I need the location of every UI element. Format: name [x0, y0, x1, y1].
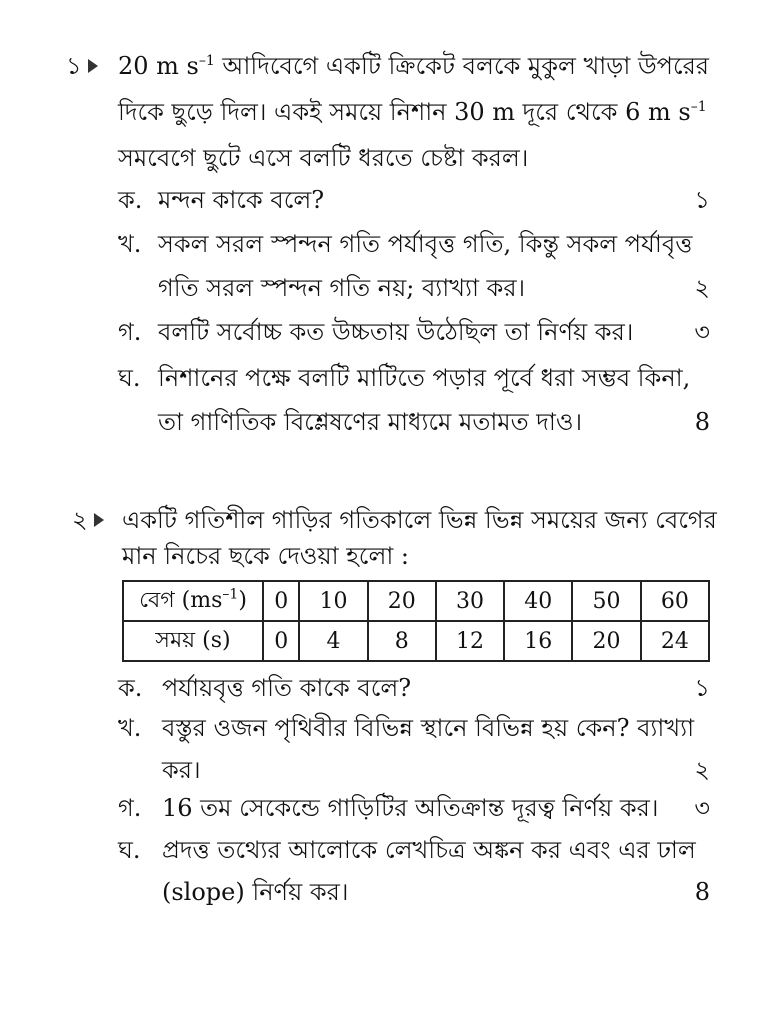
table-header-cell: সময় (s): [123, 621, 263, 661]
q1-stem-line-2: দিকে ছুড়ে দিল। একই সময়ে নিশান 30 m দূরে থেকে 6 m $s^{-1}$: [118, 98, 707, 126]
table-cell: 10: [299, 581, 367, 621]
table-cell: 20: [572, 621, 640, 661]
part-label: খ.: [118, 714, 142, 742]
part-text: বস্তুর ওজন পৃথিবীর বিভিন্ন স্থানে বিভিন্ন হয় কেন? ব্যাখ্যা: [162, 714, 695, 742]
question-1-number: [66, 46, 98, 86]
q2-stem-line-1: একটি গতিশীল গাড়ির গতিকালে ভিন্ন ভিন্ন সময়ের জন্য বেগের: [122, 506, 717, 534]
part-marks: ১: [694, 674, 710, 702]
part-marks: ৩: [694, 794, 710, 822]
part-label: গ.: [118, 318, 142, 346]
velocity-time-table: [122, 580, 710, 662]
part-text: প্রদত্ত তথ্যের আলোকে লেখচিত্র অঙ্কন কর এবং এর ঢাল: [162, 836, 696, 864]
table-cell: 20: [368, 581, 436, 621]
part-marks: ২: [694, 756, 710, 784]
part-text: নিশানের পক্ষে বলটি মাটিতে পড়ার পূর্বে ধরা সম্ভব কিনা,: [158, 364, 691, 392]
part-text: মন্দন কাকে বলে?: [158, 186, 325, 214]
part-label: ক.: [118, 674, 143, 702]
part-text: সকল সরল স্পন্দন গতি পর্যাবৃত্ত গতি, কিন্তু সকল পর্যাবৃত্ত: [158, 230, 693, 258]
question-number: ১: [66, 52, 82, 80]
part-text: পর্যায়বৃত্ত গতি কাকে বলে?: [162, 674, 412, 702]
part-label: ঘ.: [118, 836, 141, 864]
table-cell: 24: [641, 621, 709, 661]
q1-stem-line-1: 20 m $s^{-1}$ আদিবেগে একটি ক্রিকেট বলকে মুকুল খাড়া উপরের: [118, 52, 710, 80]
part-label: খ.: [118, 230, 142, 258]
part-text: বলটি সর্বোচ্চ কত উচ্চতায় উঠেছিল তা নির্ণয় কর।: [158, 318, 634, 346]
part-text-continued: কর।: [162, 756, 201, 784]
part-label: ক.: [118, 186, 143, 214]
table-cell: 0: [263, 621, 299, 661]
part-text-continued: তা গাণিতিক বিশ্লেষণের মাধ্যমে মতামত দাও।: [158, 408, 583, 436]
part-marks: ২: [694, 274, 710, 302]
table-row: [123, 581, 709, 621]
table-cell: 40: [504, 581, 572, 621]
part-marks: ৩: [694, 318, 710, 346]
part-text: 16 তম সেকেন্ডে গাড়িটির অতিক্রান্ত দূরত্ব নির্ণয় কর।: [162, 794, 659, 822]
table-cell: 0: [263, 581, 299, 621]
part-text-continued: গতি সরল স্পন্দন গতি নয়; ব্যাখ্যা কর।: [158, 274, 526, 302]
part-marks: 8: [694, 408, 710, 436]
q1-stem-line-3: সমবেগে ছুটে এসে বলটি ধরতে চেষ্টা করল।: [118, 144, 529, 172]
table-cell: 16: [504, 621, 572, 661]
play-arrow-icon: [88, 59, 98, 73]
table-cell: 30: [436, 581, 504, 621]
table-cell: 12: [436, 621, 504, 661]
table-row: [123, 621, 709, 661]
part-text-continued: (slope) নির্ণয় কর।: [162, 878, 349, 906]
question-number: ২: [72, 506, 88, 534]
table-cell: 60: [641, 581, 709, 621]
table-cell: 8: [368, 621, 436, 661]
part-label: ঘ.: [118, 364, 141, 392]
question-2-number: [72, 500, 104, 540]
play-arrow-icon: [94, 513, 104, 527]
part-marks: ১: [694, 186, 710, 214]
table-cell: 50: [572, 581, 640, 621]
table-cell: 4: [299, 621, 367, 661]
part-label: গ.: [118, 794, 142, 822]
q2-stem-line-2: মান নিচের ছকে দেওয়া হলো :: [122, 542, 410, 570]
part-marks: 8: [694, 878, 710, 906]
table-header-cell: বেগ $(ms^{-1})$: [123, 581, 263, 621]
